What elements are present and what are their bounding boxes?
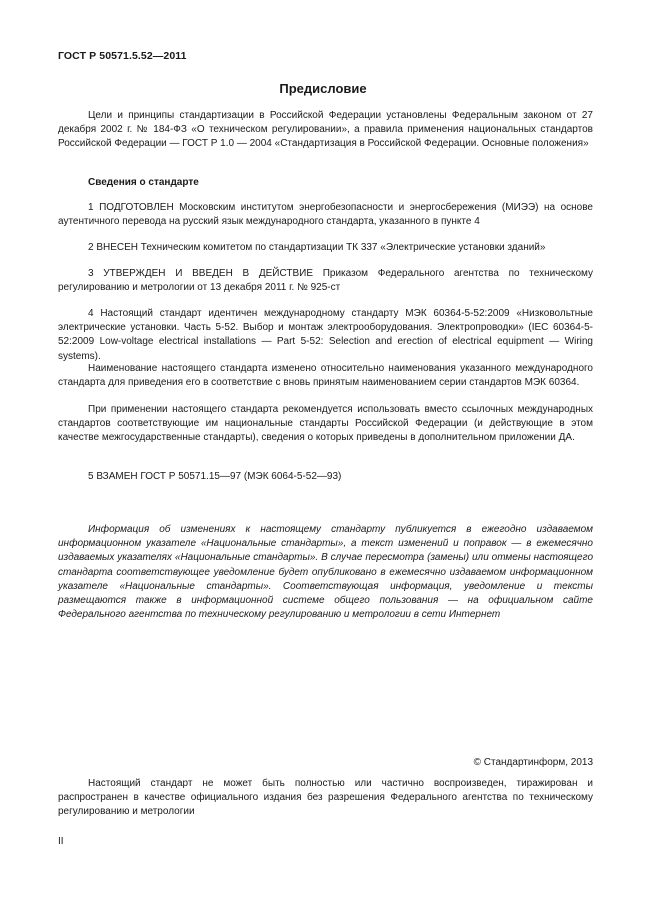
item-4-name-note: Наименование настоящего стандарта изменено относительно наименования указанного международного стандарта для приведения его в соответствие с вновь принятым наименованием серии стандартов МЭК 60364. xyxy=(58,363,593,389)
page-number: II xyxy=(58,836,64,847)
changes-notice: Информация об изменениях к настоящему стандарту публикуется в ежегодно издаваемом информационном указателе «Национальные стандарты», а текст изменений и поправок — в ежемесячно издаваемых указателях «Национальные стандарты». В случае пересмотра (замены) или отмены настоящего стандарта соответствующее уведомление будет опубликовано в ежемесячно издаваемом информационном указателе «Национальные стандарты». Соответствующая информация, уведомление и тексты размещаются также в информационной системе общего пользования — на официальном сайте Федерального агентства по техническому регулированию и метрологии в сети Интернет xyxy=(58,524,593,621)
page-title: Предисловие xyxy=(279,81,367,96)
intro-paragraph: Цели и принципы стандартизации в Российской Федерации установлены Федеральным законом от 27 декабря 2002 г. № 184-ФЗ «О техническом регулировании», а правила применения национальных стандартов Российской Федерации — ГОСТ Р 1.0 — 2004 «Стандартизация в Российской Федерации. Основные положения» xyxy=(58,110,593,150)
item-4-paragraph: 4 Настоящий стандарт идентичен международному стандарту МЭК 60364-5-52:2009 «Низковольтные электрические установки. Часть 5-52. Выбор и монтаж электрооборудования. Электропроводки» (IEC 60364-5-52:2009 Low-voltage electrical installations — Part 5-52: Selection and erection of electrical equipment — Wiring systems). xyxy=(58,308,593,362)
item-2-paragraph: 2 ВНЕСЕН Техническим комитетом по стандартизации ТК 337 «Электрические установки зданий» xyxy=(88,242,546,253)
item-1-paragraph: 1 ПОДГОТОВЛЕН Московским институтом энергобезопасности и энергосбережения (МИЭЭ) на основе аутентичного перевода на русский язык международного стандарта, указанного в пункте 4 xyxy=(58,202,593,228)
copyright-notice: © Стандартинформ, 2013 xyxy=(473,757,593,768)
item-5-paragraph: 5 ВЗАМЕН ГОСТ Р 50571.15—97 (МЭК 6064-5-52—93) xyxy=(88,471,342,482)
reproduction-notice: Настоящий стандарт не может быть полностью или частично воспроизведен, тиражирован и распространен в качестве официального издания без разрешения Федерального агентства по техническому регулированию и метрологии xyxy=(58,778,593,818)
item-4-reference-note: При применении настоящего стандарта рекомендуется использовать вместо ссылочных международных стандартов соответствующие им национальные стандарты Российской Федерации (и действующие в этом качестве межгосударственные стандарты), сведения о которых приведены в дополнительном приложении ДА. xyxy=(58,404,593,444)
document-header: ГОСТ Р 50571.5.52—2011 xyxy=(58,50,187,62)
item-3-paragraph: 3 УТВЕРЖДЕН И ВВЕДЕН В ДЕЙСТВИЕ Приказом Федерального агентства по техническому регулированию и метрологии от 13 декабря 2011 г. № 925-ст xyxy=(58,268,593,294)
section-title: Сведения о стандарте xyxy=(88,177,199,188)
